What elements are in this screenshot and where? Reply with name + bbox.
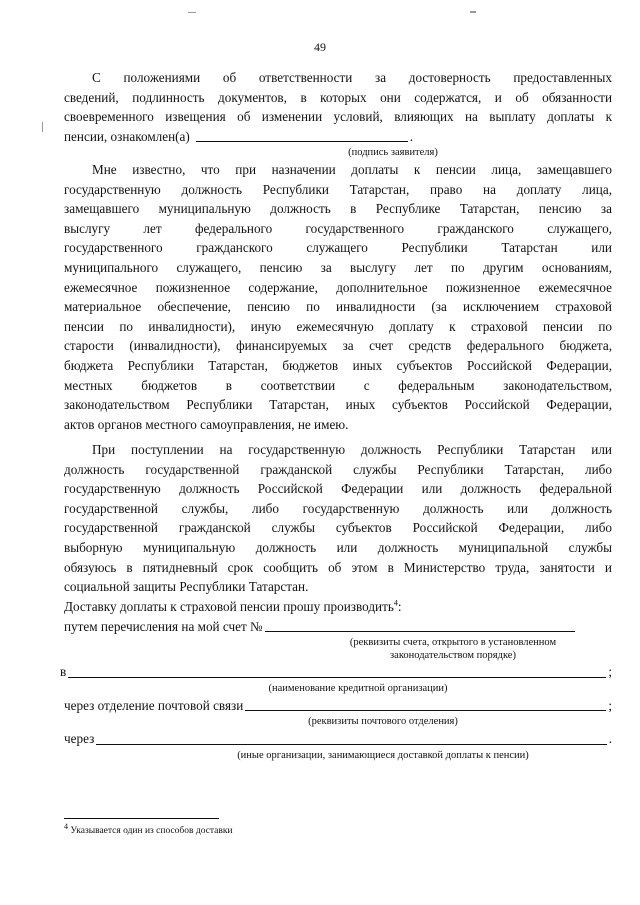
bank-row	[60, 662, 612, 682]
delivery-heading: Доставку доплаты к страховой пенсии прошу производить$^4$:	[64, 598, 402, 614]
text-line: ежемесячное пожизненное содержание, дополнительное пожизненное ежемесячное	[64, 279, 612, 295]
account-number-field[interactable]	[265, 617, 575, 632]
text-line: При поступлении на государственную должность Республики Татарстан или	[92, 442, 612, 457]
semicolon: ;	[608, 697, 612, 713]
post-caption: (реквизиты почтового отделения)	[308, 716, 458, 728]
footnote-text: Указывается один из способов доставки	[70, 826, 233, 836]
text-line: государственную должность Республики Татарстан, право на доплату лица,	[64, 181, 612, 197]
scan-speck	[42, 122, 43, 132]
bank-label: в	[60, 664, 67, 680]
footnote-separator	[64, 818, 219, 819]
text-line: пенсии, ознакомлен(а)	[64, 128, 190, 144]
text-line: своевременного извещения об изменении условий, влияющих на выплату доплаты к	[64, 109, 612, 125]
footnote-mark: 4	[64, 821, 68, 831]
scan-speck	[470, 11, 476, 13]
text-line: выслугу лет федерального государственного гражданского служащего,	[64, 220, 612, 236]
account-caption	[64, 636, 612, 662]
text-line: муниципального служащего, пенсию за выслугу лет по другим основаниям,	[64, 259, 612, 275]
text-line: материальное обеспечение, пенсию по инвалидности (за исключением страховой	[64, 299, 612, 315]
post-label: через отделение почтовой связи	[64, 697, 244, 713]
caption-line: законодательством порядке)	[390, 650, 516, 662]
text-line: Мне известно, что при назначении доплаты к пенсии лица, замещавшего	[92, 162, 612, 177]
bank-name-field[interactable]	[68, 663, 606, 678]
semicolon: ;	[608, 664, 612, 680]
acknowledgement-line	[64, 127, 612, 147]
signature-caption: (подпись заявителя)	[348, 147, 438, 159]
responsibility-paragraph	[64, 68, 612, 160]
other-label: через	[64, 731, 95, 747]
other-row	[64, 729, 612, 749]
signature-field[interactable]	[196, 127, 408, 142]
text-line: обязуюсь в пятидневный срок сообщить об этом в Министерство труда, занятости и	[64, 559, 612, 575]
text-line: должность государственной гражданской службы Республики Татарстан, либо	[64, 461, 612, 477]
text-line: бюджета Республики Татарстан, бюджетов иных субъектов Российской Федерации,	[64, 357, 612, 373]
account-row	[64, 617, 612, 637]
text-line: сведений, подлинность документов, в которых они содержатся, и об обязанности	[64, 89, 612, 105]
post-office-field[interactable]	[245, 696, 606, 711]
delivery-text: Доставку доплаты к страховой пенсии прошу производить	[64, 599, 394, 614]
delivery-section	[60, 597, 612, 763]
period: .	[608, 731, 612, 747]
footnote-mark: 4	[393, 598, 398, 608]
obligation-paragraph	[64, 440, 612, 597]
text-line: законодательством Республики Татарстан, иных субъектов Российской Федерации,	[64, 397, 612, 413]
text-line: социальной защиты Республики Татарстан.	[64, 579, 309, 595]
text-line: местных бюджетов в соответствии с федеральным законодательством,	[64, 377, 612, 393]
other-organization-field[interactable]	[96, 730, 606, 745]
income-statement-paragraph	[64, 160, 612, 434]
text-line: замещавшего муниципальную должность в Республике Татарстан, пенсию за	[64, 201, 612, 217]
text-line: пенсии по инвалидности), иную ежемесячную доплату к страховой пенсии по	[64, 318, 612, 334]
post-row	[64, 696, 612, 716]
text-line: государственную должность Российской Федерации или должность федеральной	[64, 481, 612, 497]
text-line: государственной службы, либо государственную должность или должность	[64, 500, 612, 516]
text-line: С положениями об ответственности за достоверность предоставленных	[92, 70, 612, 85]
page-number: 49	[314, 40, 326, 54]
scan-speck	[188, 12, 196, 13]
text-line: старости (инвалидности), финансируемых за счет средств федерального бюджета,	[64, 338, 612, 354]
caption-line: (реквизиты счета, открытого в установленном	[349, 637, 557, 649]
text-line: государственного гражданского служащего Республики Татарстан или	[64, 240, 612, 256]
text-line: выборную муниципальную должность или должность муниципальной службы	[64, 539, 612, 555]
period: .	[409, 128, 414, 144]
footnote	[64, 821, 233, 836]
account-label: путем перечисления на мой счет №	[64, 618, 263, 634]
text-line: актов органов местного самоуправления, не имею.	[64, 416, 349, 432]
text-line: государственной гражданской службы субъектов Российской Федерации, либо	[64, 520, 612, 536]
other-caption: (иные организации, занимающиеся доставкой доплаты к пенсии)	[237, 749, 529, 761]
bank-caption: (наименование кредитной организации)	[268, 682, 448, 694]
